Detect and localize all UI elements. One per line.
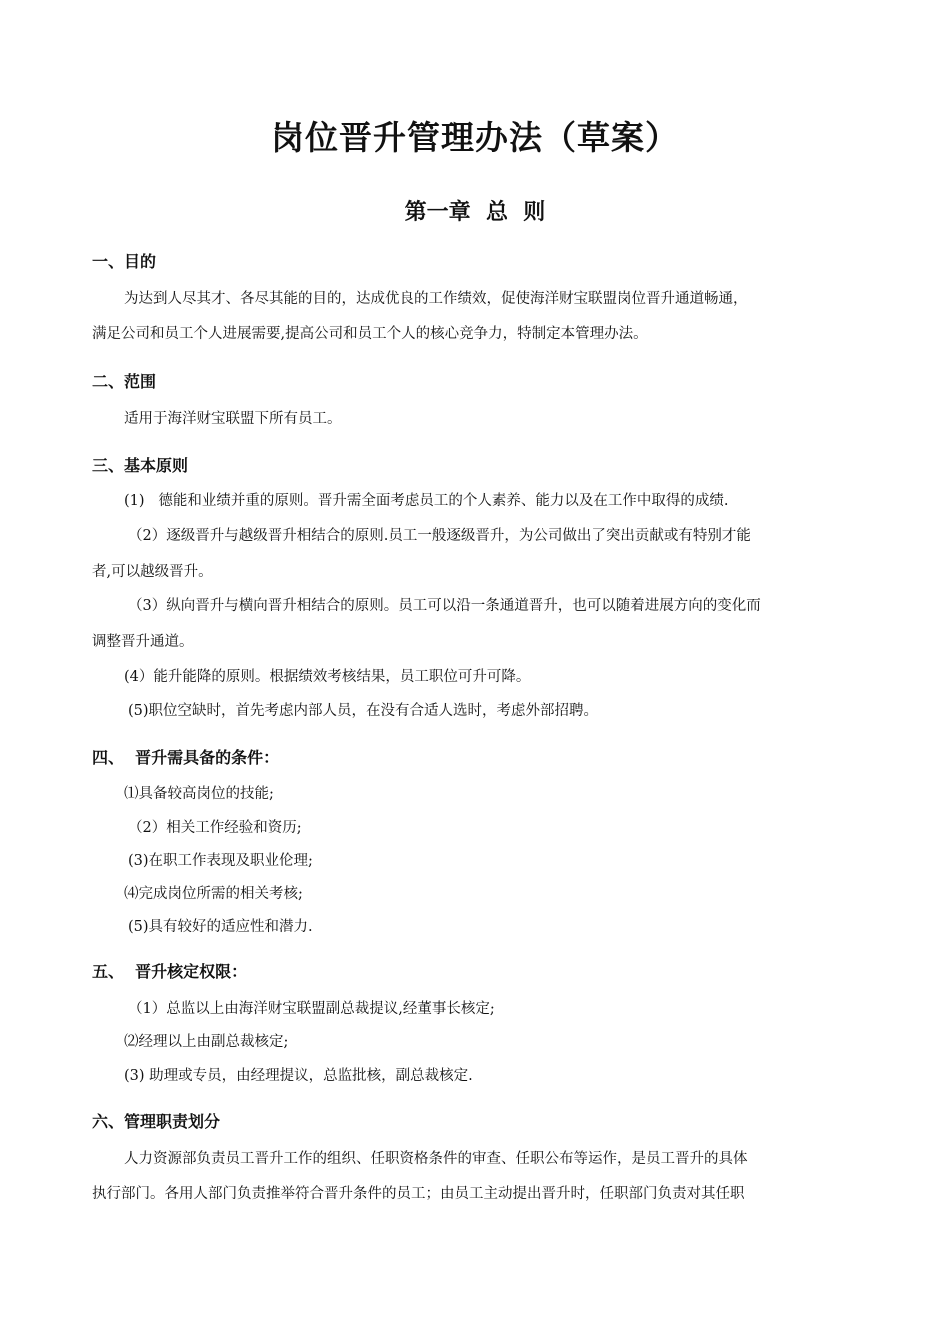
- section-heading-authority: 五、 晋升核定权限：: [92, 962, 248, 981]
- principle-item: (1) 德能和业绩并重的原则。晋升需全面考虑员工的个人素养、能力以及在工作中取得的成绩.: [124, 493, 729, 509]
- principle-item: (5)职位空缺时，首先考虑内部人员，在没有合适人选时，考虑外部招聘。: [128, 703, 599, 719]
- principle-item: (4）能升能降的原则。根据绩效考核结果，员工职位可升可降。: [124, 669, 531, 685]
- document-title: 岗位晋升管理办法（草案）: [271, 118, 679, 157]
- condition-item: （2）相关工作经验和资历;: [128, 820, 302, 836]
- paragraph-line: 者,可以越级晋升。: [92, 564, 213, 580]
- section-heading-responsibilities: 六、管理职责划分: [92, 1112, 221, 1131]
- principle-item: （2）逐级晋升与越级晋升相结合的原则.员工一般逐级晋升，为公司做出了突出贡献或有特别才能: [128, 528, 751, 544]
- condition-item: ⑷完成岗位所需的相关考核;: [124, 886, 303, 902]
- section-heading-principles: 三、基本原则: [92, 456, 189, 475]
- condition-item: (3)在职工作表现及职业伦理;: [128, 853, 313, 869]
- section-heading-conditions: 四、 晋升需具备的条件：: [92, 748, 280, 767]
- condition-item: ⑴具备较高岗位的技能;: [124, 786, 274, 802]
- authority-item: ⑵经理以上由副总裁核定;: [124, 1034, 289, 1050]
- paragraph-line: 调整晋升通道。: [92, 634, 194, 650]
- principle-item: （3）纵向晋升与横向晋升相结合的原则。员工可以沿一条通道晋升，也可以随着进展方向的变化而: [128, 598, 761, 614]
- paragraph-line: 人力资源部负责员工晋升工作的组织、任职资格条件的审查、任职公布等运作，是员工晋升的具体: [124, 1151, 748, 1167]
- condition-item: (5)具有较好的适应性和潜力.: [128, 919, 313, 935]
- chapter-title: 第一章 总 则: [404, 199, 546, 225]
- paragraph-line: 为达到人尽其才、各尽其能的目的，达成优良的工作绩效，促使海洋财宝联盟岗位晋升通道畅通，: [124, 291, 748, 307]
- paragraph-line: 适用于海洋财宝联盟下所有员工。: [124, 411, 342, 427]
- paragraph-line: 满足公司和员工个人进展需要,提高公司和员工个人的核心竞争力，特制定本管理办法。: [92, 326, 648, 342]
- section-heading-purpose: 一、目的: [92, 252, 157, 271]
- paragraph-line: 执行部门。各用人部门负责推举符合晋升条件的员工；由员工主动提出晋升时，任职部门负责对其任职: [92, 1186, 745, 1202]
- authority-item: （1）总监以上由海洋财宝联盟副总裁提议,经董事长核定;: [128, 1001, 495, 1017]
- authority-item: (3) 助理或专员，由经理提议，总监批核，副总裁核定.: [124, 1068, 473, 1084]
- section-heading-scope: 二、范围: [92, 372, 157, 391]
